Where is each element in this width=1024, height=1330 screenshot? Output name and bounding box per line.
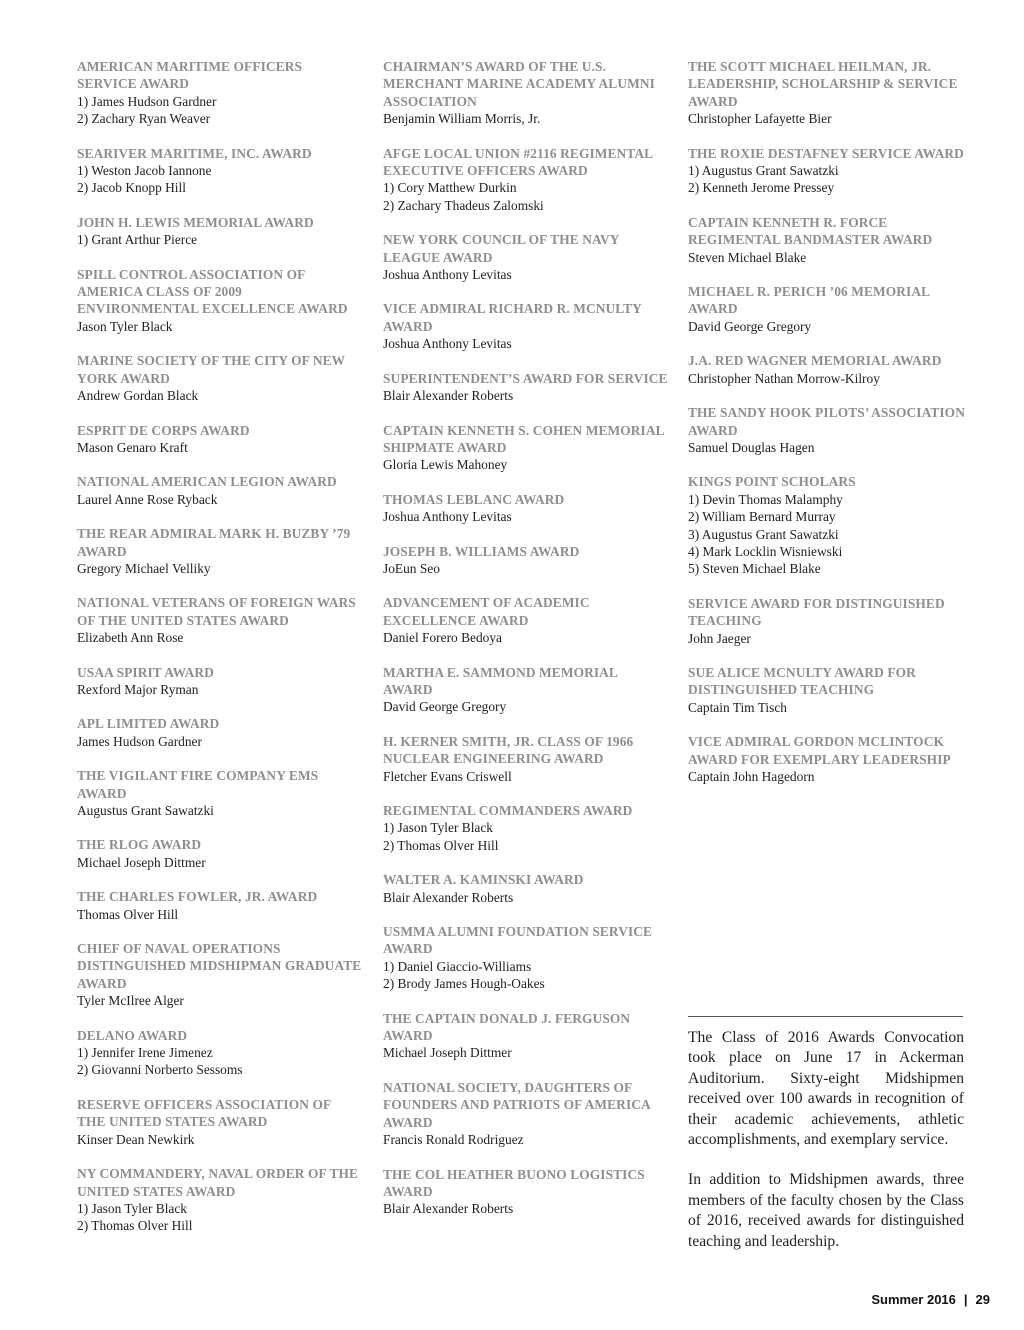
award-entry [688, 214, 978, 266]
recipient-name: 4) Mark Locklin Wisniewski [688, 543, 843, 559]
award-title: JOHN H. LEWIS MEMORIAL AWARD [77, 214, 314, 230]
award-entry [77, 594, 362, 646]
award-entry [77, 836, 362, 871]
recipient-list [688, 249, 978, 266]
award-entry [383, 58, 668, 128]
award-title: AMERICAN MARITIME OFFICERS SERVICE AWARD [77, 59, 303, 92]
recipient-name: Samuel Douglas Hagen [688, 439, 815, 455]
award-title: THE RLOG AWARD [77, 837, 202, 853]
recipient-name: Elizabeth Ann Rose [77, 630, 184, 646]
recipient-list [383, 629, 668, 646]
recipient-name: 1) Grant Arthur Pierce [77, 232, 198, 248]
award-title: CHAIRMAN’S AWARD OF THE U.S. MERCHANT MARINE ACADEMY ALUMNI ASSOCIATION [383, 59, 655, 109]
recipient-list [383, 508, 668, 525]
award-entry [383, 594, 668, 646]
award-entry [688, 595, 978, 647]
award-entry [77, 664, 362, 699]
award-entry [77, 715, 362, 750]
recipient-name: Captain Tim Tisch [688, 699, 787, 715]
recipient-name: Gloria Lewis Mahoney [383, 457, 508, 473]
recipient-name: Laurel Anne Rose Ryback [77, 491, 218, 507]
recipient-name: 5) Steven Michael Blake [688, 561, 821, 577]
recipient-list [77, 1131, 362, 1148]
award-title: SEARIVER MARITIME, INC. AWARD [77, 145, 312, 161]
issue-label: Summer 2016 [871, 1292, 956, 1307]
award-title: THE SCOTT MICHAEL HEILMAN, JR. LEADERSHIP, SCHOLARSHIP & SERVICE AWARD [688, 59, 958, 109]
recipient-list [383, 387, 668, 404]
recipient-list [77, 906, 362, 923]
recipient-list [77, 992, 362, 1009]
recipient-name: 1) Jason Tyler Black [77, 1200, 188, 1216]
recipient-name: Tyler McIlree Alger [77, 993, 184, 1009]
award-title: H. KERNER SMITH, JR. CLASS OF 1966 NUCLEAR ENGINEERING AWARD [383, 733, 634, 767]
awards-column-3 [688, 58, 978, 802]
recipient-name: Michael Joseph Dittmer [383, 1045, 512, 1061]
award-title: WALTER A. KAMINSKI AWARD [383, 872, 584, 888]
award-entry [383, 1010, 668, 1062]
recipient-list [77, 681, 362, 698]
award-entry [688, 733, 978, 785]
recipient-name: Michael Joseph Dittmer [77, 854, 206, 870]
recipient-name: 2) Zachary Thadeus Zalomski [383, 197, 544, 213]
award-entry [77, 352, 362, 404]
award-entry [383, 802, 668, 854]
award-title: VICE ADMIRAL GORDON MCLINTOCK AWARD FOR EXEMPLARY LEADERSHIP [688, 734, 951, 767]
recipient-name: Francis Ronald Rodriguez [383, 1132, 524, 1148]
award-entry [688, 404, 978, 456]
recipient-list [688, 439, 978, 456]
award-entry [688, 58, 978, 128]
recipient-list [77, 1200, 362, 1235]
award-title: MARTHA E. SAMMOND MEMORIAL AWARD [383, 664, 618, 697]
award-title: THE COL HEATHER BUONO LOGISTICS AWARD [383, 1166, 645, 1199]
recipient-name: 1) Devin Thomas Malamphy [688, 491, 843, 507]
recipient-name: 2) Kenneth Jerome Pressey [688, 180, 835, 196]
recipient-list [77, 802, 362, 819]
recipient-list [383, 335, 668, 352]
award-entry [383, 733, 668, 785]
recipient-name: 2) Thomas Olver Hill [383, 837, 499, 853]
award-entry [383, 871, 668, 906]
recipient-name: Fletcher Evans Criswell [383, 768, 512, 784]
intro-paragraph-2: In addition to Midshipmen awards, three members of the faculty chosen by the Class of 2016, received awards for distinguished teaching and leadership. [688, 1171, 964, 1250]
recipient-list [77, 854, 362, 871]
award-entry [688, 283, 978, 335]
award-title: MICHAEL R. PERICH ’06 MEMORIAL AWARD [688, 284, 930, 317]
recipient-list [383, 889, 668, 906]
award-title: KINGS POINT SCHOLARS [688, 474, 856, 490]
award-title: SUE ALICE MCNULTY AWARD FOR DISTINGUISHED TEACHING [688, 664, 916, 698]
award-title: ADVANCEMENT OF ACADEMIC EXCELLENCE AWARD [383, 595, 590, 628]
recipient-name: 2) Thomas Olver Hill [77, 1218, 193, 1234]
recipient-list [383, 110, 668, 127]
award-entry [383, 145, 668, 215]
recipient-list [77, 318, 362, 335]
recipient-list [77, 491, 362, 508]
award-title: NATIONAL SOCIETY, DAUGHTERS OF FOUNDERS AND PATRIOTS OF AMERICA AWARD [383, 1079, 651, 1130]
recipient-list [688, 699, 978, 716]
award-entry [688, 473, 978, 577]
award-title: VICE ADMIRAL RICHARD R. MCNULTY AWARD [383, 301, 642, 334]
recipient-name: David George Gregory [383, 699, 507, 715]
recipient-list [688, 110, 978, 127]
recipient-name: Andrew Gordan Black [77, 388, 199, 404]
award-entry [383, 422, 668, 474]
recipient-list [383, 768, 668, 785]
recipient-name: 2) Jacob Knopp Hill [77, 180, 186, 196]
award-title: USAA SPIRIT AWARD [77, 664, 214, 680]
recipient-name: Gregory Michael Velliky [77, 560, 211, 576]
page-footer [871, 1292, 990, 1307]
award-title: ESPRIT DE CORPS AWARD [77, 422, 250, 438]
recipient-list [77, 162, 362, 197]
award-entry [383, 543, 668, 578]
recipient-list [77, 1044, 362, 1079]
award-title: THE VIGILANT FIRE COMPANY EMS AWARD [77, 768, 319, 801]
recipient-list [688, 630, 978, 647]
award-entry [77, 940, 362, 1010]
award-entry [77, 473, 362, 508]
award-entry [77, 422, 362, 457]
recipient-list [688, 768, 978, 785]
award-entry [383, 1079, 668, 1149]
recipient-name: Jason Tyler Black [77, 318, 173, 334]
recipient-list [77, 733, 362, 750]
recipient-name: Blair Alexander Roberts [383, 1201, 514, 1217]
recipient-list [383, 1200, 668, 1217]
recipient-name: 2) Giovanni Norberto Sessoms [77, 1062, 243, 1078]
recipient-name: 2) Zachary Ryan Weaver [77, 111, 211, 127]
recipient-list [383, 1131, 668, 1148]
recipient-list [383, 698, 668, 715]
recipient-name: Steven Michael Blake [688, 249, 807, 265]
recipient-name: 2) William Bernard Murray [688, 509, 836, 525]
recipient-name: Benjamin William Morris, Jr. [383, 111, 541, 127]
award-title: SERVICE AWARD FOR DISTINGUISHED TEACHING [688, 595, 945, 629]
recipient-list [383, 560, 668, 577]
recipient-list [77, 231, 362, 248]
award-title: THE CAPTAIN DONALD J. FERGUSON AWARD [383, 1010, 631, 1044]
recipient-name: 1) Weston Jacob Iannone [77, 163, 212, 179]
recipient-name: Rexford Major Ryman [77, 681, 199, 697]
award-entry [77, 888, 362, 923]
recipient-name: Christopher Nathan Morrow-Kilroy [688, 370, 880, 386]
award-entry [688, 664, 978, 716]
page-number: 29 [975, 1292, 990, 1307]
recipient-name: Christopher Lafayette Bier [688, 111, 832, 127]
award-entry [77, 145, 362, 197]
award-title: THE CHARLES FOWLER, JR. AWARD [77, 889, 318, 905]
recipient-list [77, 387, 362, 404]
recipient-name: Augustus Grant Sawatzki [77, 803, 214, 818]
recipient-name: 1) Augustus Grant Sawatzki [688, 163, 839, 179]
recipient-name: JoEun Seo [383, 560, 440, 576]
recipient-name: 1) James Hudson Gardner [77, 93, 217, 109]
award-title: AFGE LOCAL UNION #2116 REGIMENTAL EXECUTIVE OFFICERS AWARD [383, 145, 653, 179]
recipient-list [383, 266, 668, 283]
recipient-list [688, 370, 978, 387]
recipient-name: 1) Jason Tyler Black [383, 820, 494, 836]
recipient-name: James Hudson Gardner [77, 733, 202, 749]
award-entry [77, 58, 362, 128]
award-entry [383, 923, 668, 993]
award-entry [77, 1165, 362, 1235]
intro-divider [688, 1016, 963, 1017]
award-title: APL LIMITED AWARD [77, 716, 220, 732]
award-title: CAPTAIN KENNETH S. COHEN MEMORIAL SHIPMATE AWARD [383, 422, 664, 455]
recipient-list [77, 560, 362, 577]
recipient-list [688, 162, 978, 197]
recipient-name: David George Gregory [688, 318, 812, 334]
award-title: NATIONAL VETERANS OF FOREIGN WARS OF THE UNITED STATES AWARD [77, 595, 356, 628]
recipient-name: Joshua Anthony Levitas [383, 336, 512, 352]
award-title: THE REAR ADMIRAL MARK H. BUZBY ’79 AWARD [77, 526, 351, 559]
award-title: THOMAS LEBLANC AWARD [383, 491, 565, 507]
award-title: J.A. RED WAGNER MEMORIAL AWARD [688, 353, 942, 369]
award-entry [383, 1166, 668, 1218]
award-title: JOSEPH B. WILLIAMS AWARD [383, 543, 580, 559]
award-title: NY COMMANDERY, NAVAL ORDER OF THE UNITED STATES AWARD [77, 1166, 359, 1199]
awards-column-2 [383, 58, 668, 1235]
award-title: REGIMENTAL COMMANDERS AWARD [383, 803, 633, 818]
recipient-list [383, 958, 668, 993]
recipient-list [77, 439, 362, 456]
recipient-list [383, 819, 668, 854]
recipient-name: 2) Brody James Hough-Oakes [383, 976, 545, 992]
award-title: CHIEF OF NAVAL OPERATIONS DISTINGUISHED MIDSHIPMAN GRADUATE AWARD [77, 941, 362, 991]
award-title: THE SANDY HOOK PILOTS’ ASSOCIATION AWARD [688, 405, 965, 438]
award-entry [688, 352, 978, 387]
award-entry [383, 664, 668, 716]
recipient-name: Kinser Dean Newkirk [77, 1131, 195, 1147]
recipient-list [688, 491, 978, 578]
award-entry [77, 1096, 362, 1148]
award-title: NATIONAL AMERICAN LEGION AWARD [77, 474, 337, 490]
recipient-name: Captain John Hagedorn [688, 769, 815, 784]
award-title: USMMA ALUMNI FOUNDATION SERVICE AWARD [383, 924, 653, 957]
recipient-list [77, 629, 362, 646]
award-entry [77, 767, 362, 819]
award-title: CAPTAIN KENNETH R. FORCE REGIMENTAL BANDMASTER AWARD [688, 214, 933, 248]
award-title: DELANO AWARD [77, 1027, 188, 1043]
recipient-name: Blair Alexander Roberts [383, 889, 514, 905]
award-entry [688, 145, 978, 197]
award-title: MARINE SOCIETY OF THE CITY OF NEW YORK AWARD [77, 353, 345, 386]
award-entry [383, 231, 668, 283]
award-title: NEW YORK COUNCIL OF THE NAVY LEAGUE AWARD [383, 232, 620, 265]
recipient-name: 1) Daniel Giaccio-Williams [383, 958, 532, 974]
recipient-name: Joshua Anthony Levitas [383, 509, 512, 525]
award-entry [383, 370, 668, 405]
awards-column-1 [77, 58, 362, 1252]
recipient-list [383, 456, 668, 473]
award-entry [77, 266, 362, 336]
intro-paragraph-1: The Class of 2016 Awards Convocation took place on June 17 in Ackerman Auditorium. Sixty-eight Midshipmen received over 100 awards in recognition of their academic achievements, athletic accomplishments, and exemplary service. [688, 1029, 964, 1149]
recipient-name: John Jaeger [688, 630, 751, 646]
footer-separator: | [963, 1292, 968, 1307]
intro-text [688, 1028, 964, 1272]
recipient-name: 3) Augustus Grant Sawatzki [688, 526, 839, 542]
award-entry [77, 1027, 362, 1079]
award-title: RESERVE OFFICERS ASSOCIATION OF THE UNITED STATES AWARD [77, 1096, 331, 1130]
recipient-name: 1) Jennifer Irene Jimenez [77, 1045, 213, 1061]
recipient-list [77, 93, 362, 128]
award-entry [383, 491, 668, 526]
recipient-name: 1) Cory Matthew Durkin [383, 180, 517, 196]
award-title: SPILL CONTROL ASSOCIATION OF AMERICA CLASS OF 2009 ENVIRONMENTAL EXCELLENCE AWARD [77, 266, 348, 317]
recipient-name: Daniel Forero Bedoya [383, 630, 502, 646]
award-title: THE ROXIE DESTAFNEY SERVICE AWARD [688, 145, 964, 161]
recipient-name: Thomas Olver Hill [77, 906, 179, 922]
award-entry [383, 300, 668, 352]
recipient-name: Joshua Anthony Levitas [383, 267, 512, 283]
recipient-name: Mason Genaro Kraft [77, 439, 188, 455]
recipient-name: Blair Alexander Roberts [383, 388, 514, 404]
recipient-list [688, 318, 978, 335]
award-title: SUPERINTENDENT’S AWARD FOR SERVICE [383, 370, 668, 386]
award-entry [77, 214, 362, 249]
award-entry [77, 525, 362, 577]
recipient-list [383, 1044, 668, 1061]
recipient-list [383, 179, 668, 214]
